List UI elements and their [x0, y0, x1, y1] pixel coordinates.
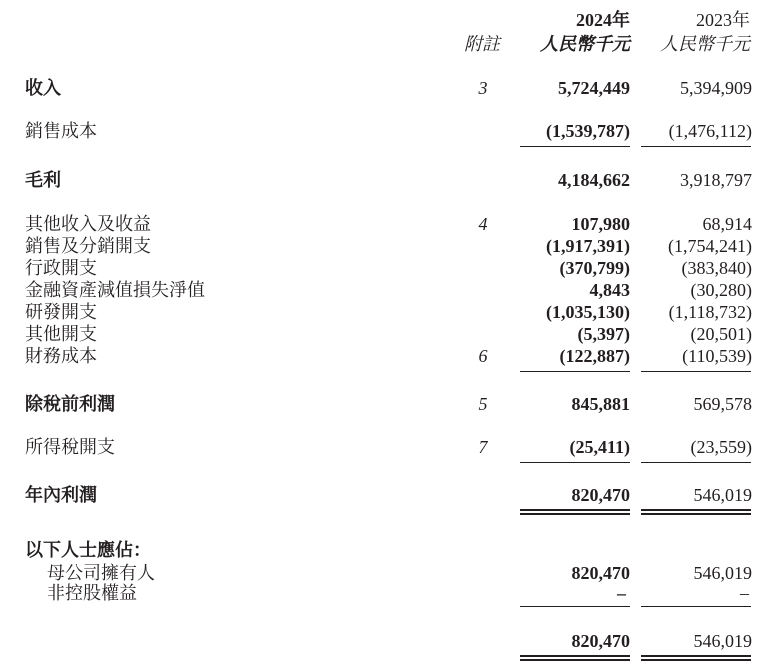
row-note: 4: [478, 214, 488, 234]
value-2024: (25,411): [569, 437, 630, 457]
year-2024-header: 2024年: [576, 10, 630, 30]
row-label: 年內利潤: [25, 485, 97, 505]
double-rule-top: [520, 509, 630, 511]
row-note: 5: [478, 394, 488, 414]
value-2024: 4,184,662: [558, 170, 630, 190]
row-label: 銷售及分銷開支: [25, 236, 151, 256]
value-2023: 546,019: [693, 563, 752, 583]
double-rule-top: [520, 655, 630, 657]
double-rule-bottom: [641, 659, 751, 661]
row-note: 6: [478, 346, 488, 366]
row-label: 除稅前利潤: [25, 394, 115, 414]
value-2024: 820,470: [571, 563, 630, 583]
value-2023: 569,578: [693, 394, 752, 414]
value-2024: (5,397): [577, 324, 630, 344]
row-label: 非控股權益: [47, 583, 137, 603]
unit-2023-header: 人民幣千元: [660, 34, 750, 54]
subtotal-rule: [641, 146, 751, 147]
subtotal-rule: [520, 462, 630, 463]
value-2024: 820,470: [571, 631, 630, 651]
note-header: 附註: [464, 34, 500, 54]
row-label: 金融資產減值損失淨值: [25, 280, 205, 300]
value-2023: (1,476,112): [668, 121, 752, 141]
row-label: 財務成本: [25, 346, 97, 366]
row-note: 7: [478, 437, 488, 457]
value-2024: 107,980: [571, 214, 630, 234]
subtotal-rule: [520, 146, 630, 147]
value-2023: (20,501): [690, 324, 752, 344]
double-rule-bottom: [641, 513, 751, 515]
value-2023: 68,914: [702, 214, 752, 234]
row-note: 3: [478, 78, 488, 98]
row-label: 母公司擁有人: [47, 563, 155, 583]
row-label: 毛利: [25, 170, 61, 190]
value-2023: 3,918,797: [680, 170, 752, 190]
value-2024: 820,470: [571, 485, 630, 505]
row-label: 行政開支: [25, 258, 97, 278]
value-2023: (1,754,241): [668, 236, 752, 256]
double-rule-bottom: [520, 513, 630, 515]
value-2024: (1,539,787): [546, 121, 630, 141]
value-2024: (122,887): [559, 346, 630, 366]
double-rule-top: [641, 655, 751, 657]
row-label: 研發開支: [25, 302, 97, 322]
value-2023: (23,559): [690, 437, 752, 457]
value-2024: 5,724,449: [558, 78, 630, 98]
subtotal-rule: [520, 371, 630, 372]
value-2023: (30,280): [690, 280, 752, 300]
row-label: 收入: [25, 78, 61, 98]
subtotal-rule: [641, 371, 751, 372]
row-label: 其他收入及收益: [25, 214, 151, 234]
value-2024: 845,881: [571, 394, 630, 414]
double-rule-top: [641, 509, 751, 511]
row-label: 其他開支: [25, 324, 97, 344]
value-2023: –: [740, 583, 749, 603]
value-2024: (1,917,391): [546, 236, 630, 256]
double-rule-bottom: [520, 659, 630, 661]
subtotal-rule: [641, 606, 751, 607]
row-label: 所得稅開支: [25, 437, 115, 457]
unit-2024-header: 人民幣千元: [540, 34, 630, 54]
value-2023: (110,539): [682, 346, 752, 366]
year-2023-header: 2023年: [696, 10, 750, 30]
value-2024: (1,035,130): [546, 302, 630, 322]
value-2023: (1,118,732): [668, 302, 752, 322]
value-2023: 5,394,909: [680, 78, 752, 98]
value-2024: 4,843: [589, 280, 630, 300]
value-2023: (383,840): [681, 258, 752, 278]
value-2023: 546,019: [693, 485, 752, 505]
attributable-heading: 以下人士應佔：: [25, 540, 151, 560]
subtotal-rule: [641, 462, 751, 463]
value-2023: 546,019: [693, 631, 752, 651]
value-2024: –: [617, 583, 626, 603]
row-label: 銷售成本: [25, 121, 97, 141]
subtotal-rule: [520, 606, 630, 607]
value-2024: (370,799): [559, 258, 630, 278]
